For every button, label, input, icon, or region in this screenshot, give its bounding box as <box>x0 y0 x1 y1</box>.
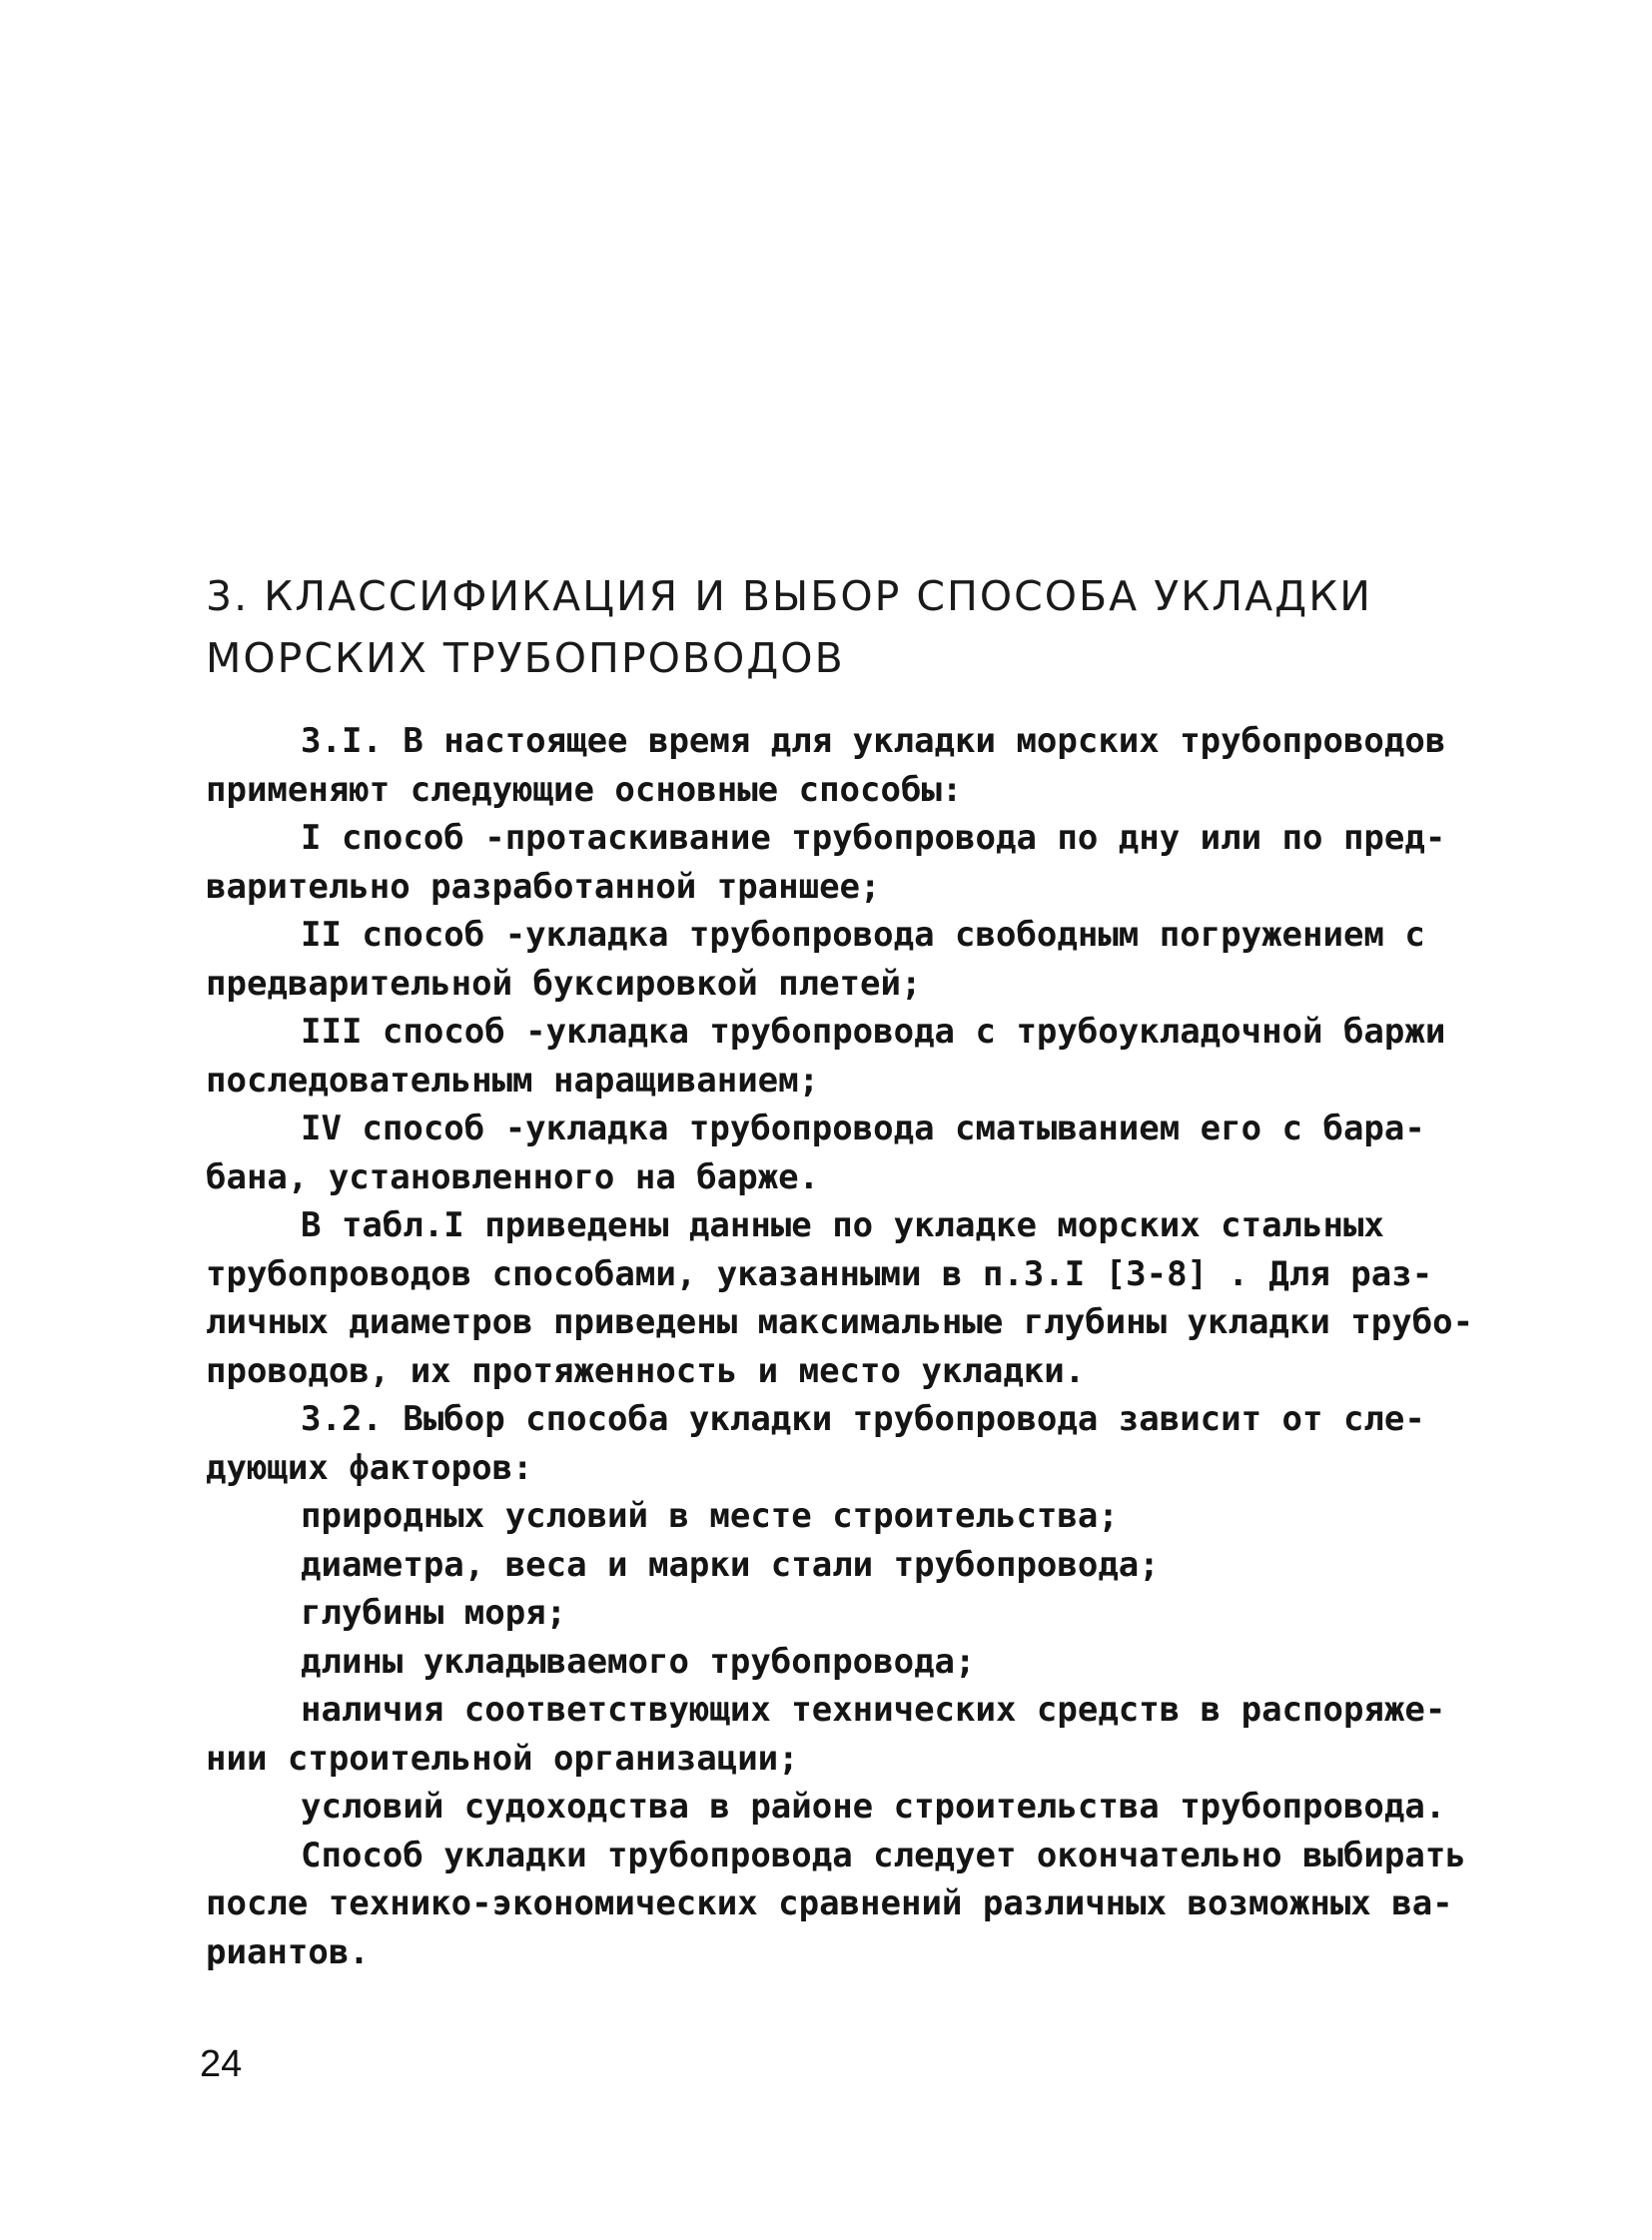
method-1-line: варительно разработанной траншее; <box>206 866 881 907</box>
factor-item: диаметра, веса и марки стали трубопровода; <box>301 1544 1160 1585</box>
factor-item: длины укладываемого трубопровода; <box>301 1641 976 1682</box>
method-2-line: предварительной буксировкой плетей; <box>206 963 922 1004</box>
page-number: 24 <box>200 2043 243 2085</box>
method-1-line: I способ -протаскивание трубопровода по дну или по пред- <box>301 818 1446 858</box>
body-text <box>206 717 1474 1976</box>
factor-item: условий судоходства в районе строительства трубопровода. <box>301 1787 1446 1827</box>
section-heading-line-1: 3. КЛАССИФИКАЦИЯ И ВЫБОР СПОСОБА УКЛАДКИ <box>206 572 1372 620</box>
method-4-line: бана, установленного на барже. <box>206 1156 820 1197</box>
factor-item: нии строительной организации; <box>206 1738 799 1779</box>
paragraph-3-2-line: дующих факторов: <box>206 1447 533 1488</box>
factor-item: природных условий в месте строительства; <box>301 1496 1119 1536</box>
conclusion-line: риантов. <box>206 1931 370 1972</box>
table-reference-line: личных диаметров приведены максимальные глубины укладки трубо- <box>206 1302 1474 1342</box>
method-4-line: IV способ -укладка трубопровода сматыванием его с бара- <box>301 1109 1425 1148</box>
method-3-line: последовательным наращиванием; <box>206 1060 820 1101</box>
paragraph-3-2-line: 3.2. Выбор способа укладки трубопровода зависит от сле- <box>301 1399 1425 1439</box>
conclusion-line: Способ укладки трубопровода следует окончательно выбирать <box>301 1835 1466 1875</box>
paragraph-3-1-line: применяют следующие основные способы: <box>206 769 963 810</box>
paragraph-3-1-line: 3.I. В настоящее время для укладки морских трубопроводов <box>301 721 1446 761</box>
section-heading-line-2: МОРСКИХ ТРУБОПРОВОДОВ <box>206 634 845 682</box>
factor-item: глубины моря; <box>301 1593 567 1633</box>
table-reference-line: трубопроводов способами, указанными в п.3.I [3-8] . Для раз- <box>206 1253 1433 1294</box>
table-reference-line: проводов, их протяженность и место укладки. <box>206 1350 1086 1391</box>
conclusion-line: после технико-экономических сравнений различных возможных ва- <box>206 1883 1453 1923</box>
method-3-line: III способ -укладка трубопровода с трубоукладочной баржи <box>301 1012 1446 1052</box>
method-2-line: II способ -укладка трубопровода свободным погружением с <box>301 915 1425 955</box>
section-heading <box>206 565 1404 689</box>
table-reference-line: В табл.I приведены данные по укладке морских стальных <box>301 1205 1384 1245</box>
factor-item: наличия соответствующих технических средств в распоряже- <box>301 1690 1446 1730</box>
